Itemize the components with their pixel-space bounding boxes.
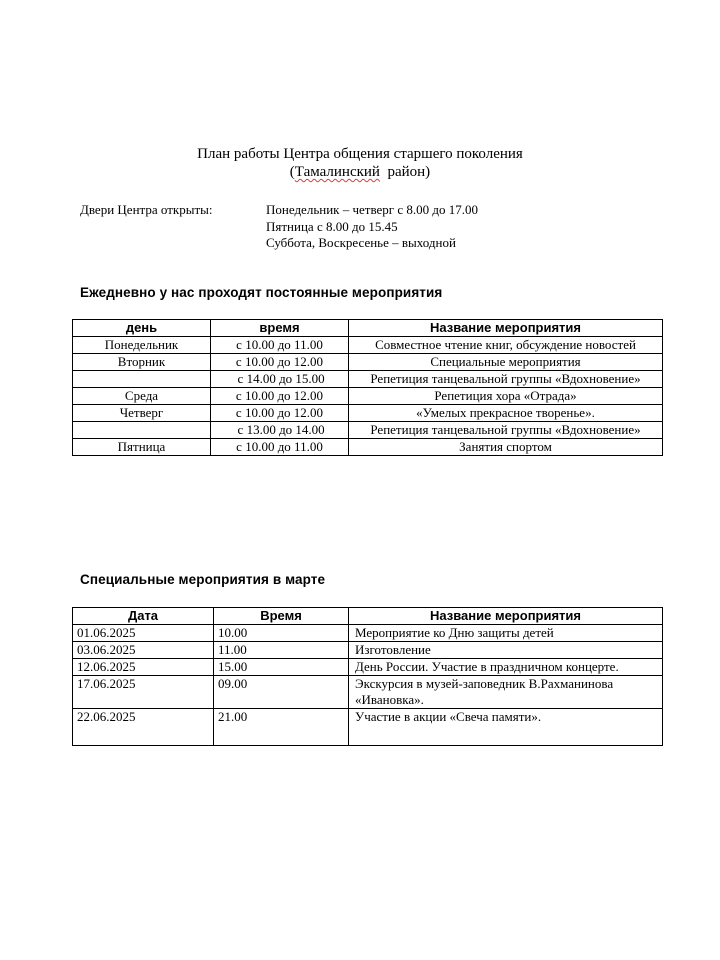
date-cell: 03.06.2025 — [73, 642, 214, 659]
table-row — [73, 405, 663, 422]
table-row — [73, 337, 663, 354]
day-cell: Понедельник — [73, 337, 211, 354]
column-header-event: Название мероприятия — [349, 608, 663, 625]
time-cell: 15.00 — [214, 659, 349, 676]
event-cell: Репетиция хора «Отрада» — [349, 388, 663, 405]
table-row — [73, 422, 663, 439]
table-row — [73, 439, 663, 456]
table-row — [73, 642, 663, 659]
event-cell: День России. Участие в праздничном концерте. — [349, 659, 663, 676]
time-cell: 11.00 — [214, 642, 349, 659]
opening-hours — [266, 202, 478, 252]
day-cell: Пятница — [73, 439, 211, 456]
date-cell: 12.06.2025 — [73, 659, 214, 676]
event-cell: Занятия спортом — [349, 439, 663, 456]
day-cell: Вторник — [73, 354, 211, 371]
day-cell: Среда — [73, 388, 211, 405]
time-cell: с 10.00 до 11.00 — [211, 439, 349, 456]
date-cell: 17.06.2025 — [73, 676, 214, 709]
time-cell: с 10.00 до 11.00 — [211, 337, 349, 354]
event-cell: Участие в акции «Свеча памяти». — [349, 709, 663, 746]
table-header-row — [73, 320, 663, 337]
special-events-table — [72, 607, 663, 746]
table-row — [73, 709, 663, 746]
day-cell — [73, 371, 211, 388]
time-cell: 21.00 — [214, 709, 349, 746]
event-cell: «Умелых прекрасное творенье». — [349, 405, 663, 422]
document-title — [0, 145, 720, 181]
district-name: Тамалинский — [294, 164, 380, 180]
time-cell: с 13.00 до 14.00 — [211, 422, 349, 439]
table-row — [73, 659, 663, 676]
special-section-heading: Специальные мероприятия в марте — [80, 572, 326, 587]
opening-hours-line: Пятница с 8.00 до 15.45 — [266, 218, 398, 234]
column-header-day: день — [73, 320, 211, 337]
table-row — [73, 388, 663, 405]
day-cell — [73, 422, 211, 439]
table-row — [73, 354, 663, 371]
date-cell: 22.06.2025 — [73, 709, 214, 746]
event-cell: Репетиция танцевальной группы «Вдохновение» — [349, 371, 663, 388]
table-header-row — [73, 608, 663, 625]
time-cell: с 10.00 до 12.00 — [211, 354, 349, 371]
title-line-1: План работы Центра общения старшего поколения — [197, 146, 523, 162]
column-header-date: Дата — [73, 608, 214, 625]
time-cell: 10.00 — [214, 625, 349, 642]
opening-hours-label: Двери Центра открыты: — [80, 202, 213, 217]
title-paren-open: ( — [289, 164, 295, 180]
time-cell: с 10.00 до 12.00 — [211, 388, 349, 405]
column-header-time: Время — [214, 608, 349, 625]
day-cell: Четверг — [73, 405, 211, 422]
weekly-section-heading: Ежедневно у нас проходят постоянные мероприятия — [80, 285, 443, 300]
time-cell: 09.00 — [214, 676, 349, 709]
table-row — [73, 625, 663, 642]
event-cell: Репетиция танцевальной группы «Вдохновение» — [349, 422, 663, 439]
opening-hours-line: Суббота, Воскресенье – выходной — [266, 235, 456, 250]
table-row — [73, 371, 663, 388]
weekly-schedule-table — [72, 319, 663, 456]
column-header-time: время — [211, 320, 349, 337]
opening-hours-line: Понедельник – четверг с 8.00 до 17.00 — [266, 202, 479, 217]
time-cell: с 10.00 до 12.00 — [211, 405, 349, 422]
time-cell: с 14.00 до 15.00 — [211, 371, 349, 388]
date-cell: 01.06.2025 — [73, 625, 214, 642]
event-cell: Изготовление — [349, 642, 663, 659]
column-header-event: Название мероприятия — [349, 320, 663, 337]
title-line-2 — [0, 163, 720, 181]
event-cell: Мероприятие ко Дню защиты детей — [349, 625, 663, 642]
event-cell: Экскурсия в музей-заповедник В.Рахманинова «Ивановка». — [349, 676, 663, 709]
title-district-suffix: район) — [379, 164, 431, 180]
event-cell: Совместное чтение книг, обсуждение новостей — [349, 337, 663, 354]
table-row — [73, 676, 663, 709]
event-cell: Специальные мероприятия — [349, 354, 663, 371]
